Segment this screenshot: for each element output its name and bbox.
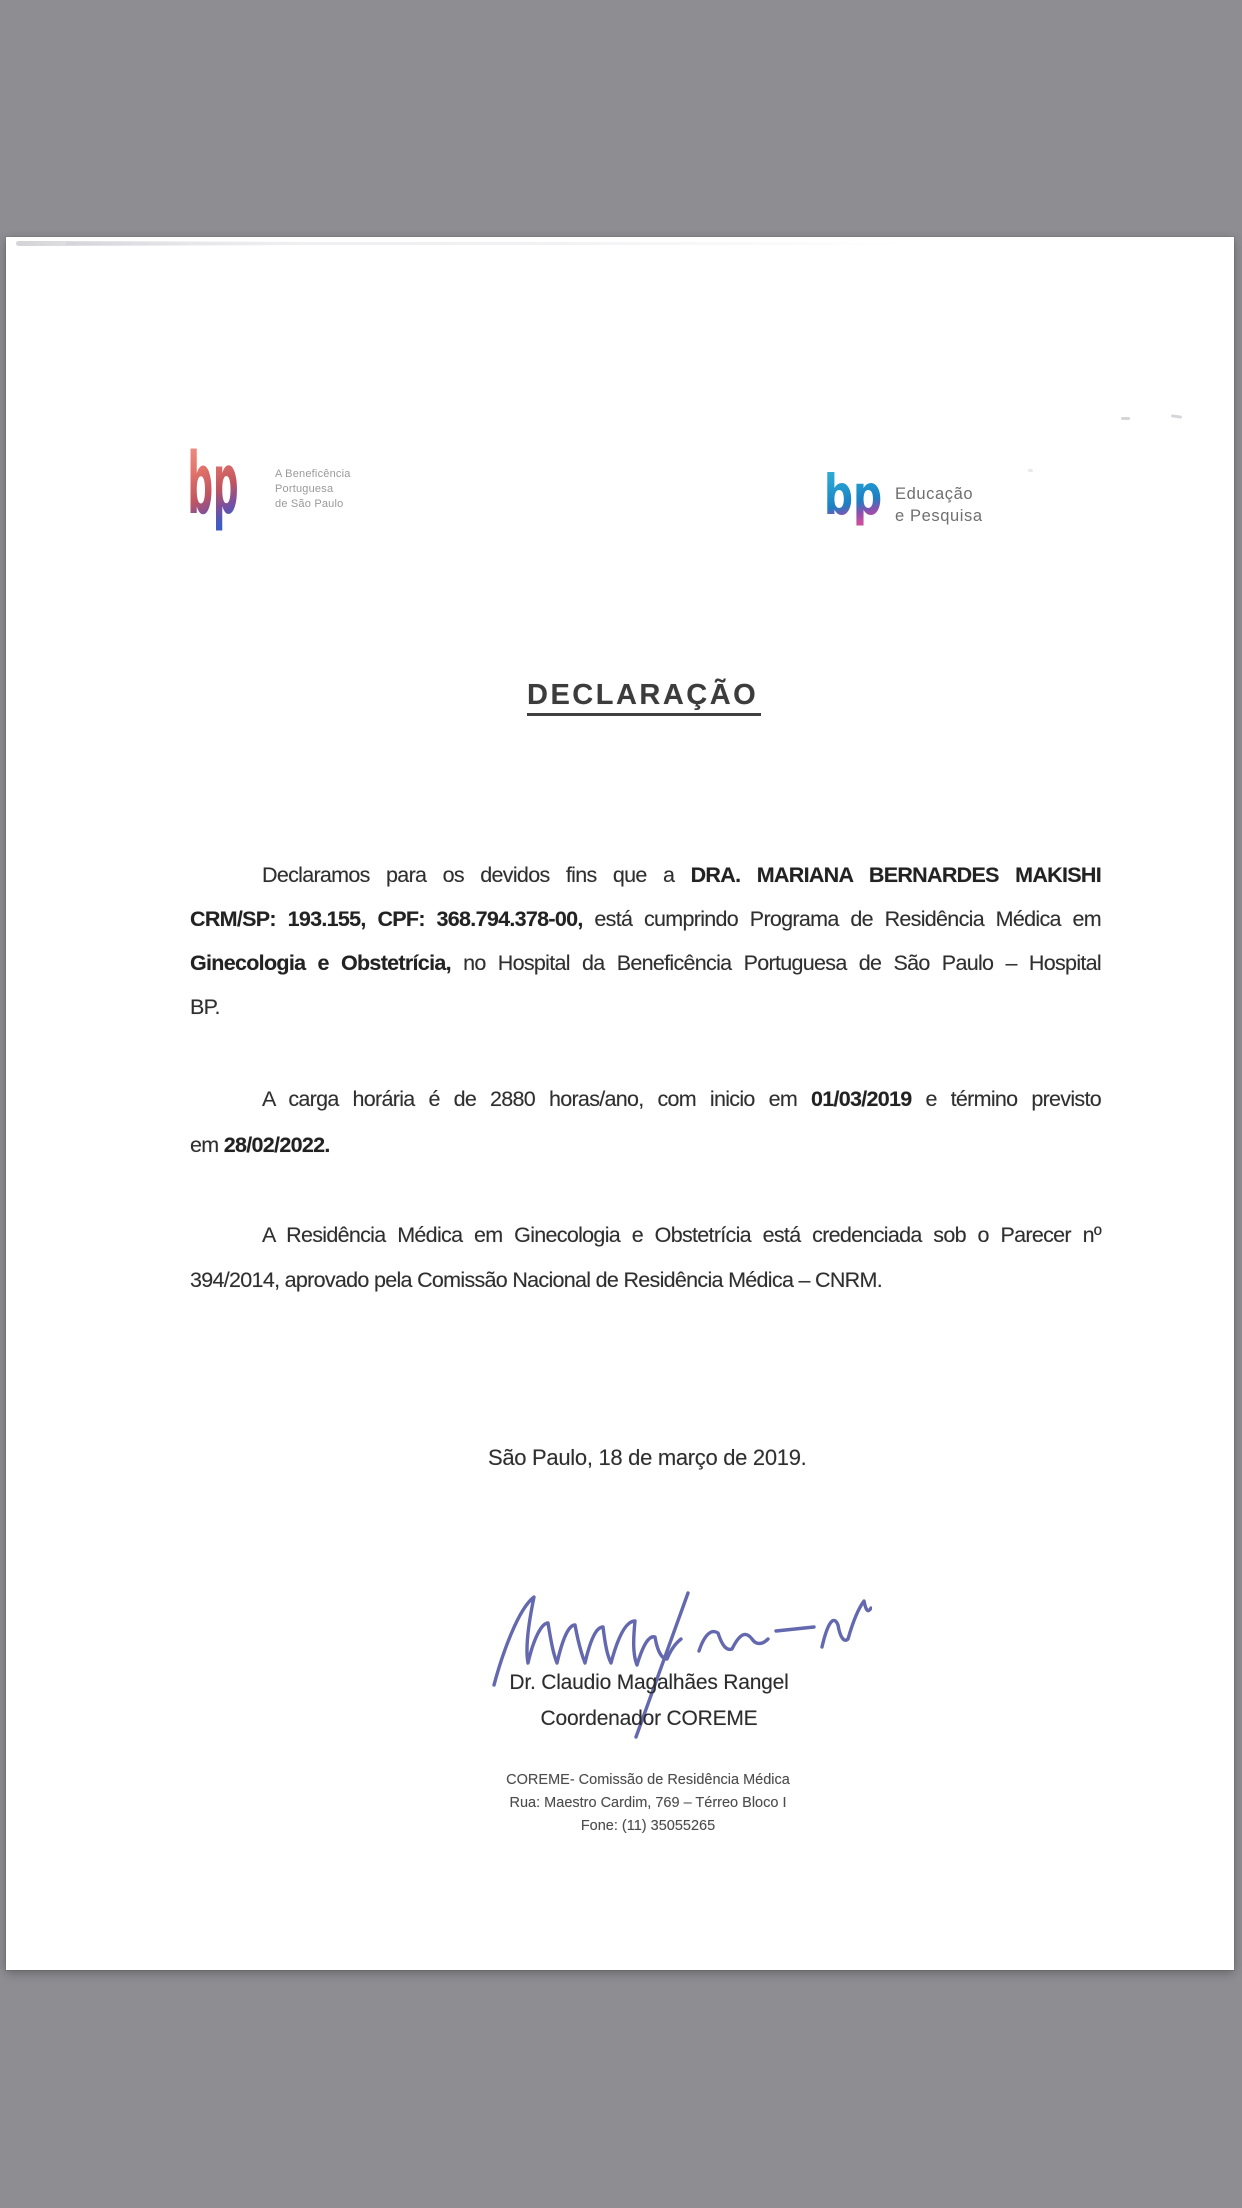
- logo-caption-line: Educação: [895, 485, 974, 503]
- educacao-logo-caption: [895, 483, 983, 527]
- text-segment-bold: 01/03/2019: [810, 1087, 912, 1111]
- text-segment: em: [190, 1133, 219, 1157]
- logo-caption-line: A Beneficência: [275, 468, 351, 480]
- bp-logo-mark: bp: [187, 447, 239, 534]
- doc-line: [190, 1076, 1101, 1122]
- doc-line: [190, 1122, 1101, 1168]
- text-segment: e término previsto: [925, 1087, 1101, 1111]
- scan-speck: [1028, 469, 1033, 472]
- logo-caption-line: e Pesquisa: [895, 507, 983, 525]
- bp-educacao-logo-icon: [818, 470, 888, 534]
- doc-line: 394/2014, aprovado pela Comissão Nacional de Residência Médica – CNRM.: [190, 1268, 882, 1292]
- scan-speck: [1121, 417, 1130, 420]
- doc-line: A Residência Médica em Ginecologia e Obstetrícia está credenciada sob o Parecer nº: [262, 1223, 1101, 1247]
- scan-smudge: [66, 242, 906, 245]
- logo-caption-line: de São Paulo: [275, 498, 344, 510]
- paragraph-declaration: [190, 853, 1101, 1029]
- bp-logo-mark: bp: [823, 470, 883, 528]
- text-segment: está cumprindo Programa de Residência Médica em: [594, 907, 1101, 931]
- date-line: São Paulo, 18 de março de 2019.: [488, 1445, 807, 1470]
- footer-line: COREME- Comissão de Residência Médica: [506, 1772, 790, 1788]
- footer-line: Rua: Maestro Cardim, 769 – Térreo Bloco I: [509, 1795, 787, 1811]
- document-title: DECLARAÇÃO: [527, 681, 761, 716]
- paragraph-accreditation: [190, 1213, 1101, 1303]
- scan-speck: [1171, 414, 1182, 419]
- text-segment-bold: 28/02/2022.: [223, 1133, 330, 1157]
- paragraph-workload: [190, 1076, 1101, 1168]
- text-segment: A carga horária é de 2880 horas/ano, com inicio em: [262, 1087, 798, 1111]
- text-segment: no Hospital da Beneficência Portuguesa de São Paulo – Hospital: [463, 951, 1101, 975]
- doc-line: [190, 941, 1101, 985]
- document-footer: [6, 1769, 1234, 1838]
- doc-line: [190, 853, 1101, 897]
- bp-hospital-logo-icon: [182, 447, 244, 539]
- text-segment-bold: Ginecologia e Obstetrícia,: [190, 951, 451, 975]
- hospital-logo-caption: [275, 467, 351, 512]
- text-segment: Declaramos para os devidos fins que a: [262, 863, 675, 887]
- footer-line: Fone: (11) 35055265: [580, 1818, 716, 1834]
- text-segment-bold: DRA. MARIANA BERNARDES MAKISHI: [690, 863, 1101, 887]
- logo-caption-line: Portuguesa: [275, 483, 334, 495]
- signatory-name: Dr. Claudio Magalhães Rangel: [509, 1671, 789, 1694]
- signatory-role: Coordenador COREME: [540, 1707, 758, 1730]
- text-segment-bold: CRM/SP: 193.155, CPF: 368.794.378-00,: [190, 907, 583, 931]
- document-page: [6, 237, 1234, 1970]
- doc-line: [190, 897, 1101, 941]
- signatory-block: [6, 1665, 1234, 1737]
- doc-line: BP.: [190, 995, 220, 1019]
